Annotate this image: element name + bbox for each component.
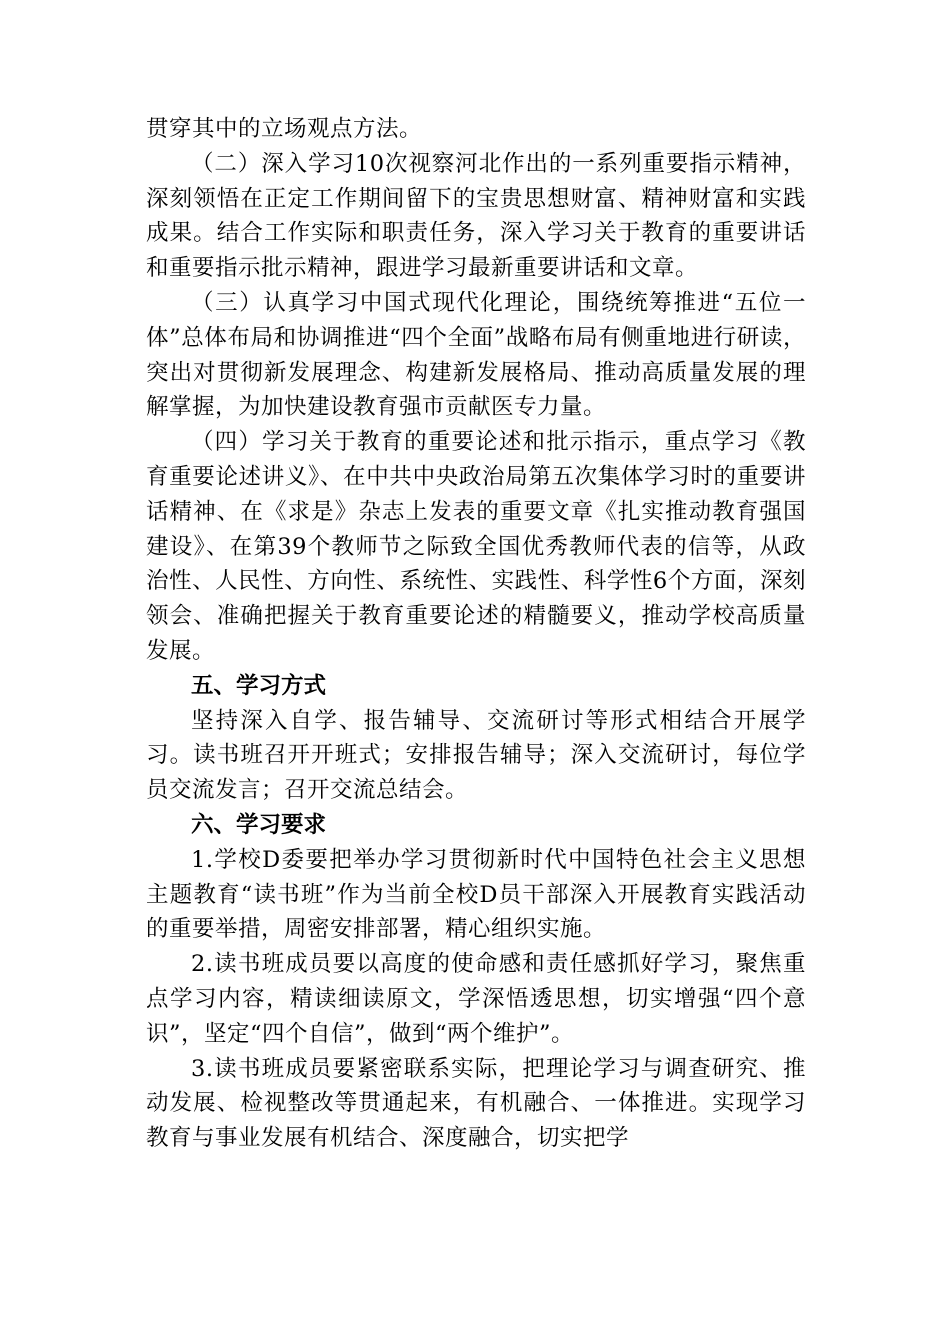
paragraph-continuation: 贯穿其中的立场观点方法。 — [146, 116, 423, 142]
document-page — [146, 112, 806, 1156]
section-heading-study-method: 五、学习方式 — [191, 672, 327, 699]
paragraph-requirement-2: 2.读书班成员要以高度的使命感和责任感抓好学习，聚焦重点学习内容，精读细读原文，学深悟透思想，切实增强“四个意识”，坚定“四个自信”，做到“两个维护”。 — [146, 951, 806, 1047]
paragraph-item-4: （四）学习关于教育的重要论述和批示指示，重点学习《教育重要论述讲义》、在中共中央政治局第五次集体学习时的重要讲话精神、在《求是》杂志上发表的重要文章《扎实推动教育强国建设》、在第39个教师节之际致全国优秀教师代表的信等，从政治性、人民性、方向性、系统性、实践性、科学性6个方面，深刻领会、准确把握关于教育重要论述的精髓要义，推动学校高质量发展。 — [146, 429, 806, 664]
paragraph-item-2: （二）深入学习10次视察河北作出的一系列重要指示精神，深刻领悟在正定工作期间留下的宝贵思想财富、精神财富和实践成果。结合工作实际和职责任务，深入学习关于教育的重要讲话和重要指示批示精神，跟进学习最新重要讲话和文章。 — [146, 150, 806, 282]
paragraph-item-3: （三）认真学习中国式现代化理论，围绕统筹推进“五位一体”总体布局和协调推进“四个全面”战略布局有侧重地进行研读，突出对贯彻新发展理念、构建新发展格局、推动高质量发展的理解掌握，为加快建设教育强市贡献医专力量。 — [146, 289, 806, 421]
paragraph-requirement-3: 3.读书班成员要紧密联系实际，把理论学习与调查研究、推动发展、检视整改等贯通起来，有机融合、一体推进。实现学习教育与事业发展有机结合、深度融合，切实把学 — [146, 1055, 806, 1152]
paragraph-requirement-1: 1.学校D委要把举办学习贯彻新时代中国特色社会主义思想主题教育“读书班”作为当前全校D员干部深入开展教育实践活动的重要举措，周密安排部署，精心组织实施。 — [146, 846, 806, 943]
paragraph-study-method: 坚持深入自学、报告辅导、交流研讨等形式相结合开展学习。读书班召开开班式；安排报告辅导；深入交流研讨，每位学员交流发言；召开交流总结会。 — [146, 707, 806, 804]
section-heading-study-requirements: 六、学习要求 — [191, 811, 327, 838]
